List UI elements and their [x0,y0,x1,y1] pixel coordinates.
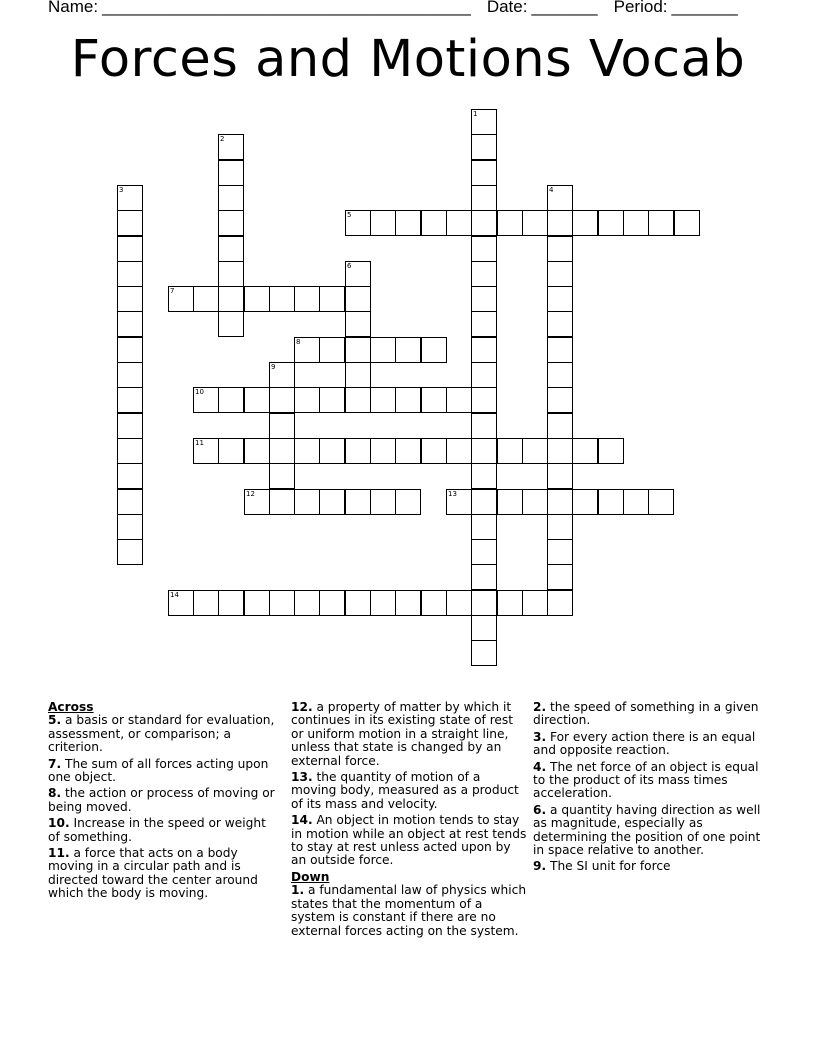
grid-cell[interactable] [395,590,421,616]
clue-across-14: 14. An object in motion tends to stay in motion while an object at rest tends to stay at rest unless acted upon by an outside force. [291,813,527,868]
grid-cell[interactable] [319,337,345,363]
grid-cell[interactable] [269,463,295,489]
grid-cell[interactable] [117,539,143,565]
clue-number: 3 [119,186,124,194]
grid-cell[interactable] [370,489,396,515]
grid-cell[interactable] [269,362,295,388]
grid-cell[interactable] [117,387,143,413]
grid-cell[interactable] [547,210,573,236]
clue-down-4: 4. The net force of an object is equal to the product of its mass times acceleration. [533,759,759,801]
grid-cell[interactable] [547,337,573,363]
grid-cell[interactable] [244,387,270,413]
grid-cell[interactable] [497,489,523,515]
grid-cell[interactable] [471,590,497,616]
grid-cell[interactable] [648,489,674,515]
grid-cell[interactable] [218,286,244,312]
clue-across-12: 12. a property of matter by which it continues in its existing state of rest or uniform motion in a straight line, unless that state is changed by an external force. [291,700,514,768]
clue-number: 8 [296,338,301,346]
clue-number: 14 [170,591,179,599]
grid-cell[interactable] [471,413,497,439]
grid-cell[interactable] [497,590,523,616]
clues-column-2 [291,701,527,941]
clue-across-5: 5. a basis or standard for evaluation, assessment, or comparison; a criterion. [48,713,275,755]
period-label: Period: [613,0,668,16]
grid-cell[interactable] [117,337,143,363]
grid-cell[interactable] [547,590,573,616]
grid-cell[interactable] [345,362,371,388]
grid-cell[interactable] [294,489,320,515]
grid-cell[interactable] [446,438,472,464]
grid-cell[interactable] [471,489,497,515]
grid-cell[interactable] [446,210,472,236]
grid-cell[interactable] [421,210,447,236]
date-label: Date: [486,0,528,16]
clue-number: 10 [195,388,204,396]
grid-cell[interactable] [269,413,295,439]
grid-cell[interactable] [117,261,143,287]
grid-cell[interactable] [395,387,421,413]
grid-cell[interactable] [319,438,345,464]
grid-cell[interactable] [471,236,497,262]
grid-cell[interactable] [117,413,143,439]
grid-cell[interactable] [370,438,396,464]
grid-cell[interactable] [674,210,700,236]
grid-cell[interactable] [218,311,244,337]
clues-column-1 [48,701,276,904]
clue-across-10: 10. Increase in the speed or weight of something. [48,816,266,844]
grid-cell[interactable] [547,236,573,262]
grid-cell[interactable] [395,489,421,515]
grid-cell[interactable] [218,387,244,413]
grid-cell[interactable] [269,387,295,413]
down-heading: Down [291,869,330,884]
grid-cell[interactable] [471,160,497,186]
grid-cell[interactable] [572,438,598,464]
across-heading: Across [48,700,94,714]
grid-cell[interactable] [623,489,649,515]
grid-cell[interactable] [117,286,143,312]
grid-cell[interactable] [547,438,573,464]
grid-cell[interactable] [117,210,143,236]
grid-cell[interactable] [471,640,497,666]
name-label: Name: [48,0,99,16]
grid-cell[interactable] [471,109,497,135]
grid-cell[interactable] [547,387,573,413]
grid-cell[interactable] [345,387,371,413]
grid-cell[interactable] [522,438,548,464]
grid-cell[interactable] [598,210,624,236]
grid-cell[interactable] [319,590,345,616]
grid-cell[interactable] [547,185,573,211]
grid-cell[interactable] [218,210,244,236]
clue-number: 5 [347,211,352,219]
grid-cell[interactable] [471,463,497,489]
grid-cell[interactable] [547,311,573,337]
grid-cell[interactable] [471,438,497,464]
clue-number: 2 [220,135,225,143]
grid-cell[interactable] [370,210,396,236]
grid-cell[interactable] [345,261,371,287]
clue-down-6: 6. a quantity having direction as well as magnitude, especially as determining the position of one point in space relative to another. [533,802,761,858]
grid-cell[interactable] [547,463,573,489]
grid-cell[interactable] [345,489,371,515]
clue-across-7: 7. The sum of all forces acting upon one object. [48,756,269,785]
grid-cell[interactable] [218,438,244,464]
grid-cell[interactable] [471,311,497,337]
grid-cell[interactable] [218,134,244,160]
grid-cell[interactable] [193,590,219,616]
grid-cell[interactable] [547,261,573,287]
grid-cell[interactable] [471,286,497,312]
grid-cell[interactable] [547,362,573,388]
grid-cell[interactable] [168,286,194,312]
period-blank[interactable]: _______ [671,0,738,16]
grid-cell[interactable] [319,286,345,312]
grid-cell[interactable] [117,489,143,515]
grid-cell[interactable] [319,489,345,515]
clue-down-2: 2. the speed of something in a given direction. [533,700,759,728]
grid-cell[interactable] [269,489,295,515]
grid-cell[interactable] [547,413,573,439]
grid-cell[interactable] [547,286,573,312]
grid-cell[interactable] [117,514,143,540]
clue-number: 13 [448,490,457,498]
grid-cell[interactable] [193,286,219,312]
clue-number: 9 [271,363,276,371]
clue-down-9: 9. The SI unit for force [533,859,671,874]
grid-cell[interactable] [395,337,421,363]
grid-cell[interactable] [471,134,497,160]
grid-cell[interactable] [421,438,447,464]
grid-cell[interactable] [623,210,649,236]
grid-cell[interactable] [117,438,143,464]
grid-cell[interactable] [598,438,624,464]
grid-cell[interactable] [345,438,371,464]
grid-cell[interactable] [294,286,320,312]
grid-cell[interactable] [269,590,295,616]
grid-cell[interactable] [446,590,472,616]
grid-cell[interactable] [244,590,270,616]
grid-cell[interactable] [421,387,447,413]
grid-cell[interactable] [547,489,573,515]
grid-cell[interactable] [345,590,371,616]
grid-cell[interactable] [547,564,573,590]
clue-down-1: 1. a fundamental law of physics which states that the momentum of a system is constant if there are no external forces acting on the system. [291,883,527,938]
grid-cell[interactable] [319,387,345,413]
clue-number: 7 [170,287,175,295]
grid-cell[interactable] [471,387,497,413]
clue-number: 6 [347,262,352,270]
grid-cell[interactable] [294,387,320,413]
grid-cell[interactable] [471,615,497,641]
grid-cell[interactable] [522,210,548,236]
grid-cell[interactable] [421,337,447,363]
grid-cell[interactable] [244,438,270,464]
grid-cell[interactable] [395,210,421,236]
clues-column-3 [533,701,773,877]
grid-cell[interactable] [395,438,421,464]
clue-number: 12 [246,490,255,498]
grid-cell[interactable] [471,539,497,565]
grid-cell[interactable] [471,261,497,287]
page-title: Forces and Motions Vocab [70,30,746,89]
grid-cell[interactable] [168,590,194,616]
grid-cell[interactable] [598,489,624,515]
grid-cell[interactable] [294,337,320,363]
grid-cell[interactable] [117,185,143,211]
grid-cell[interactable] [269,438,295,464]
grid-cell[interactable] [421,590,447,616]
grid-cell[interactable] [294,438,320,464]
grid-cell[interactable] [497,438,523,464]
grid-cell[interactable] [547,514,573,540]
grid-cell[interactable] [345,286,371,312]
clue-down-3: 3. For every action there is an equal and opposite reaction. [533,729,756,758]
grid-cell[interactable] [218,590,244,616]
grid-cell[interactable] [471,185,497,211]
grid-cell[interactable] [117,311,143,337]
clue-across-13: 13. the quantity of motion of a moving body, measured as a product of its mass and velocity. [291,770,519,811]
grid-cell[interactable] [117,362,143,388]
grid-cell[interactable] [648,210,674,236]
grid-cell[interactable] [244,286,270,312]
grid-cell[interactable] [522,489,548,515]
clue-across-11: 11. a force that acts on a body moving in a circular path and is directed toward the center around which the body is moving. [48,846,258,901]
grid-cell[interactable] [522,590,548,616]
grid-cell[interactable] [218,236,244,262]
grid-cell[interactable] [471,210,497,236]
grid-cell[interactable] [370,337,396,363]
grid-cell[interactable] [294,590,320,616]
clue-number: 11 [195,439,204,447]
grid-cell[interactable] [117,236,143,262]
grid-cell[interactable] [446,387,472,413]
grid-cell[interactable] [497,210,523,236]
grid-cell[interactable] [471,514,497,540]
grid-cell[interactable] [218,160,244,186]
grid-cell[interactable] [547,539,573,565]
grid-cell[interactable] [446,489,472,515]
grid-cell[interactable] [572,489,598,515]
grid-cell[interactable] [117,463,143,489]
name-blank[interactable]: _______________________________________ [102,0,471,16]
grid-cell[interactable] [218,261,244,287]
grid-cell[interactable] [471,362,497,388]
clue-number: 4 [549,186,554,194]
grid-cell[interactable] [193,387,219,413]
grid-cell[interactable] [345,210,371,236]
grid-cell[interactable] [471,337,497,363]
grid-cell[interactable] [269,286,295,312]
grid-cell[interactable] [218,185,244,211]
grid-cell[interactable] [345,337,371,363]
grid-cell[interactable] [370,590,396,616]
grid-cell[interactable] [193,438,219,464]
clue-across-8: 8. the action or process of moving or being moved. [48,786,275,814]
grid-cell[interactable] [244,489,270,515]
grid-cell[interactable] [572,210,598,236]
clue-number: 1 [473,110,478,118]
grid-cell[interactable] [471,564,497,590]
grid-cell[interactable] [370,387,396,413]
date-blank[interactable]: _______ [531,0,598,16]
grid-cell[interactable] [345,311,371,337]
